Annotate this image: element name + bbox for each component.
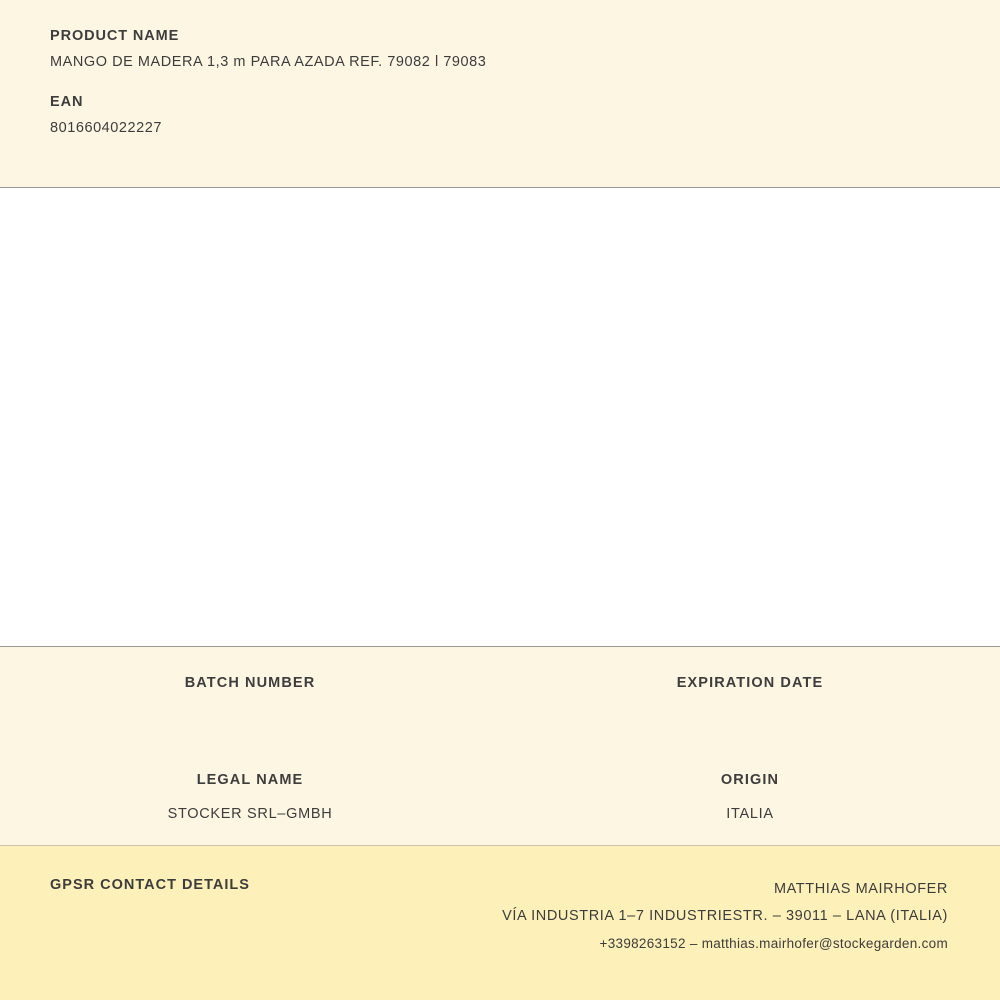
origin-label: ORIGIN [720,772,780,788]
batch-number-label: BATCH NUMBER [184,675,316,691]
product-name-value: MANGO DE MADERA 1,3 m PARA AZADA REF. 79082 l 79083 [50,54,487,70]
batch-number-cell [0,675,500,726]
details-row-legal-origin [0,772,1000,823]
legal-name-value: STOCKER SRL–GMBH [167,806,333,822]
expiration-date-cell [500,675,1000,726]
gpsr-contact-label: GPSR CONTACT DETAILS [50,877,250,893]
legal-name-label: LEGAL NAME [196,772,304,788]
product-info-section [0,0,1000,188]
gpsr-contact-phone-email: +3398263152 – matthias.mairhofer@stockegarden.com [599,936,948,951]
gpsr-contact-section [0,846,1000,1000]
origin-value: ITALIA [726,806,774,822]
gpsr-contact-address: VÍA INDUSTRIA 1–7 INDUSTRIESTR. – 39011 – LANA (ITALIA) [502,908,948,924]
legal-name-cell [0,772,500,823]
expiration-date-label: EXPIRATION DATE [676,675,824,691]
ean-label: EAN [50,94,84,110]
details-row-batch-expiration [0,675,1000,726]
product-name-label: PRODUCT NAME [50,28,180,44]
batch-number-value [0,709,500,726]
expiration-date-value [500,709,1000,726]
gpsr-contact-lines [502,876,948,957]
product-details-section [0,647,1000,846]
blank-content-area [0,188,1000,647]
ean-value: 8016604022227 [50,120,162,136]
origin-cell [500,772,1000,823]
gpsr-contact-name: MATTHIAS MAIRHOFER [773,881,948,897]
